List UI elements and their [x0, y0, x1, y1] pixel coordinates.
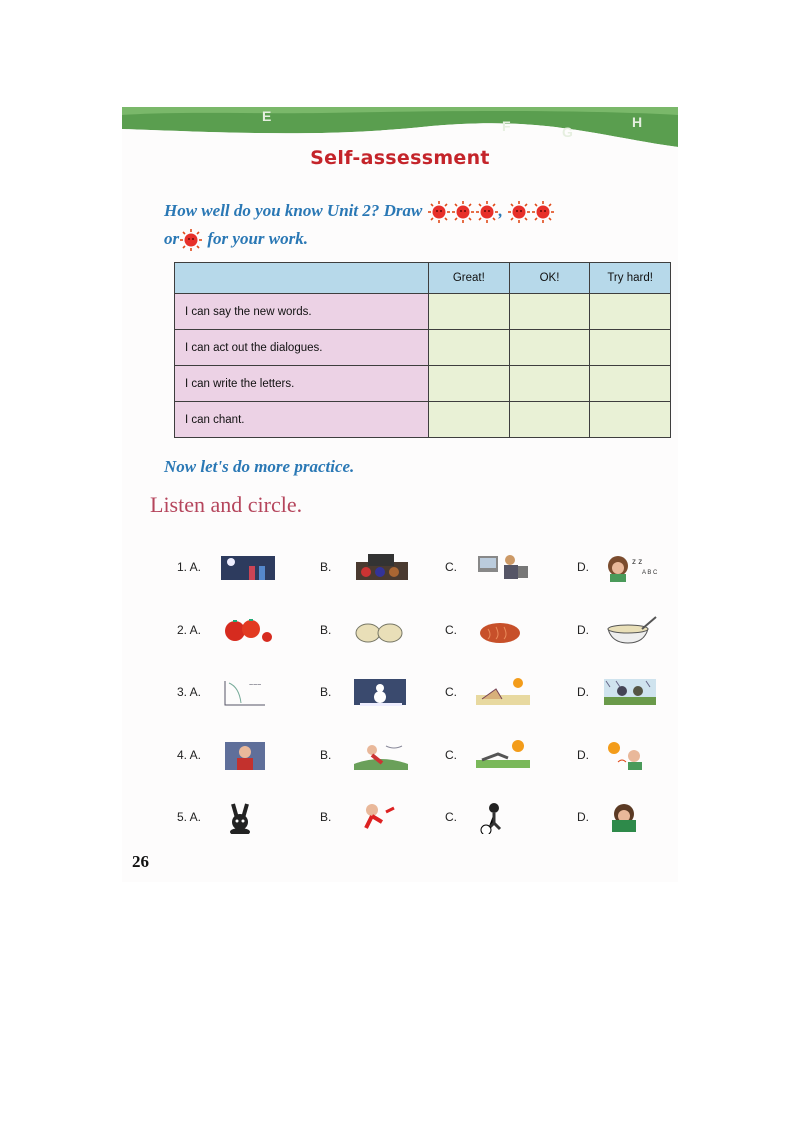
- table-row: [175, 402, 671, 438]
- self-assessment-table: [174, 262, 671, 438]
- sun-sticker-icon: [179, 228, 203, 252]
- option-label: 2. A.: [177, 623, 202, 637]
- instruction-line1: How well do you know Unit 2? Draw: [164, 201, 423, 220]
- table-header-ok: OK!: [509, 263, 589, 294]
- potatoes-picture-icon[interactable]: [350, 615, 412, 652]
- sun-sticker-icon: [475, 200, 499, 224]
- option-label: 3. A.: [177, 685, 202, 699]
- option-label: C.: [445, 748, 457, 762]
- table-header-row: [175, 263, 671, 294]
- table-row: [175, 366, 671, 402]
- svg-text:E: E: [262, 108, 272, 124]
- table-header-great: Great!: [428, 263, 509, 294]
- rating-cell-great[interactable]: [428, 402, 509, 438]
- rating-cell-try-hard[interactable]: [590, 294, 671, 330]
- option-label: C.: [445, 685, 457, 699]
- option-label: B.: [320, 810, 332, 824]
- table-row-label: I can act out the dialogues.: [175, 330, 429, 366]
- option-label: B.: [320, 685, 332, 699]
- option-label: D.: [577, 623, 589, 637]
- svg-text:F: F: [502, 118, 511, 134]
- table-row: [175, 330, 671, 366]
- rating-cell-ok[interactable]: [509, 366, 589, 402]
- workbook-page: [122, 107, 678, 882]
- tomatoes-picture-icon[interactable]: [217, 615, 279, 652]
- table-row: [175, 294, 671, 330]
- page-number: 26: [132, 852, 149, 871]
- option-label: B.: [320, 623, 332, 637]
- rating-cell-try-hard[interactable]: [590, 366, 671, 402]
- rice-bowl-picture-icon[interactable]: [600, 615, 662, 652]
- sleeping-girl-picture-icon[interactable]: [600, 552, 662, 589]
- tv-watching-picture-icon[interactable]: [350, 552, 412, 589]
- rating-cell-try-hard[interactable]: [590, 330, 671, 366]
- rating-cell-try-hard[interactable]: [590, 402, 671, 438]
- decorative-banner: [122, 107, 678, 147]
- instructions: [164, 197, 678, 253]
- option-label: 5. A.: [177, 810, 202, 824]
- option-label: D.: [577, 748, 589, 762]
- table-row-label: I can say the new words.: [175, 294, 429, 330]
- rating-cell-ok[interactable]: [509, 330, 589, 366]
- rating-cell-ok[interactable]: [509, 402, 589, 438]
- windy-field-picture-icon[interactable]: [350, 740, 412, 777]
- svg-text:~~~: ~~~: [249, 682, 262, 689]
- rating-cell-great[interactable]: [428, 294, 509, 330]
- rabbit-picture-icon[interactable]: [217, 802, 279, 839]
- windy-night-picture-icon[interactable]: [217, 677, 279, 714]
- option-label: D.: [577, 810, 589, 824]
- separator-comma: ,: [498, 201, 503, 220]
- sun-sticker-icon: [451, 200, 475, 224]
- sun-sticker-icon: [427, 200, 451, 224]
- table-row-label: I can chant.: [175, 402, 429, 438]
- bread-loaf-picture-icon[interactable]: [472, 615, 534, 652]
- night-moon-picture-icon[interactable]: [217, 552, 279, 589]
- svg-text:H: H: [632, 114, 643, 130]
- page-title: Self-assessment: [310, 147, 490, 169]
- rating-cell-great[interactable]: [428, 366, 509, 402]
- sun-sticker-icon: [507, 200, 531, 224]
- option-label: D.: [577, 560, 589, 574]
- sun-sticker-icon: [531, 200, 555, 224]
- option-label: 4. A.: [177, 748, 202, 762]
- svg-text:A B C: A B C: [642, 570, 658, 576]
- option-label: B.: [320, 748, 332, 762]
- rating-cell-ok[interactable]: [509, 294, 589, 330]
- practice-heading: Now let's do more practice.: [164, 457, 355, 476]
- running-boy-picture-icon[interactable]: [350, 802, 412, 839]
- rating-cell-great[interactable]: [428, 330, 509, 366]
- option-label: B.: [320, 560, 332, 574]
- reading-girl-picture-icon[interactable]: [600, 802, 662, 839]
- option-label: C.: [445, 810, 457, 824]
- option-label: C.: [445, 623, 457, 637]
- table-header-try-hard: Try hard!: [590, 263, 671, 294]
- option-label: D.: [577, 685, 589, 699]
- table-header-blank: [175, 263, 429, 294]
- listen-heading: Listen and circle.: [150, 492, 303, 517]
- instruction-line2-end: for your work.: [207, 229, 308, 248]
- cold-child-picture-icon[interactable]: [217, 740, 279, 777]
- sunny-beach-picture-icon[interactable]: [472, 677, 534, 714]
- rainy-park-picture-icon[interactable]: [600, 677, 662, 714]
- svg-text:z z: z z: [632, 557, 643, 566]
- svg-text:G: G: [562, 124, 573, 140]
- snowman-picture-icon[interactable]: [350, 677, 412, 714]
- hot-sun-child-picture-icon[interactable]: [600, 740, 662, 777]
- sunny-lawn-picture-icon[interactable]: [472, 740, 534, 777]
- option-label: 1. A.: [177, 560, 202, 574]
- instruction-line2-start: or: [164, 229, 180, 248]
- table-row-label: I can write the letters.: [175, 366, 429, 402]
- computer-user-picture-icon[interactable]: [472, 552, 534, 589]
- option-label: C.: [445, 560, 457, 574]
- football-player-picture-icon[interactable]: [472, 802, 534, 839]
